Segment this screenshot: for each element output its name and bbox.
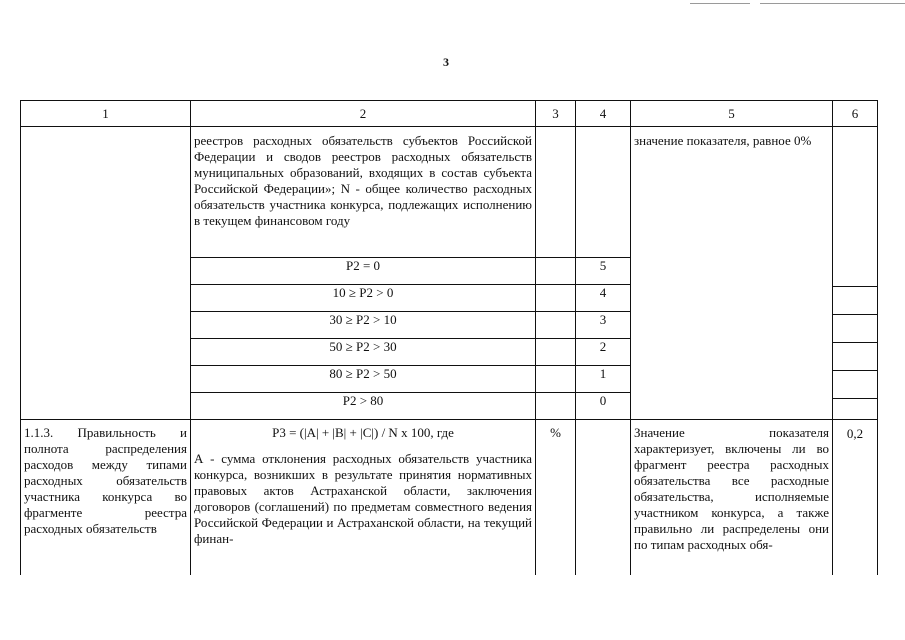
condition-cell: Р2 = 0 [191,258,536,285]
header-cell: 2 [191,101,536,127]
formula-description: А - сумма отклонения расходных обязательств участника конкурса, возникших в результате принятия нормативных правовых актов Астраханской области, заключения договоров (соглашений) по предметам совместного ведения Российской Федерации и Астраханской области, на текущий финан- [194,451,532,546]
formula-p3: Р3 = (|А| + |В| + |С|) / N x 100, где [272,425,454,440]
indicator-113-note-cell: Значение показателя характеризует, включены ли во фрагмент реестра расходных обязательства все расходные обязательства, исполняемые участником конкурса, а также правильно ли распределены они по типам расходных обя- [631,420,833,575]
condition-cell: Р2 > 80 [191,393,536,420]
indicator-113-title-cell: 1.1.3. Правильность и полнота распределения расходов между типами расходных обязательств участника конкурса во фрагменте реестра расходных обязательств [21,420,191,575]
header-cell: 4 [576,101,631,127]
score-cell: 0 [576,393,631,420]
condition-cell: 80 ≥ Р2 > 50 [191,366,536,393]
header-cell: 5 [631,101,833,127]
condition-unit-cell [536,312,576,339]
condition-unit-cell [536,393,576,420]
condition-unit-cell [536,285,576,312]
header-cell: 3 [536,101,576,127]
column-6-rule [832,370,877,371]
condition-unit-cell [536,366,576,393]
scan-edge-line [690,3,750,4]
score-cell: 4 [576,285,631,312]
score-cell: 2 [576,339,631,366]
p2-description-cell: реестров расходных обязательств субъектов Российской Федерации и сводов реестров расходных обязательств муниципальных образований, входящих в состав субъекта Российской Федерации»; N - общее количество расходных обязательств участника конкурса, подлежащих исполнению в текущем финансовом году [191,127,536,258]
header-cell: 6 [833,101,878,127]
p2-indicator-cell [21,127,191,420]
header-row [21,101,878,127]
p2-description-row [21,127,878,258]
page-number: 3 [443,55,449,69]
condition-cell: 10 ≥ Р2 > 0 [191,285,536,312]
condition-cell: 30 ≥ Р2 > 10 [191,312,536,339]
p2-note-cell: значение показателя, равное 0% [631,127,833,420]
column-6-rule [832,398,877,399]
indicator-113-score-cell [576,420,631,575]
score-cell: 1 [576,366,631,393]
condition-unit-cell [536,258,576,285]
condition-unit-cell [536,339,576,366]
column-6-rule [832,286,877,287]
indicator-113-unit-cell: % [536,420,576,575]
score-cell: 3 [576,312,631,339]
score-cell: 5 [576,258,631,285]
column-6-rule [832,342,877,343]
scan-edge-line [760,3,905,4]
criteria-table [20,100,878,575]
column-6-rule [832,314,877,315]
p2-weight-cell [833,127,878,420]
indicator-113-weight-cell: 0,2 [833,420,878,575]
p2-score-blank-cell [576,127,631,258]
header-cell: 1 [21,101,191,127]
indicator-113-row [21,420,878,575]
condition-cell: 50 ≥ Р2 > 30 [191,339,536,366]
indicator-113-formula-cell [191,420,536,575]
p2-unit-cell [536,127,576,258]
